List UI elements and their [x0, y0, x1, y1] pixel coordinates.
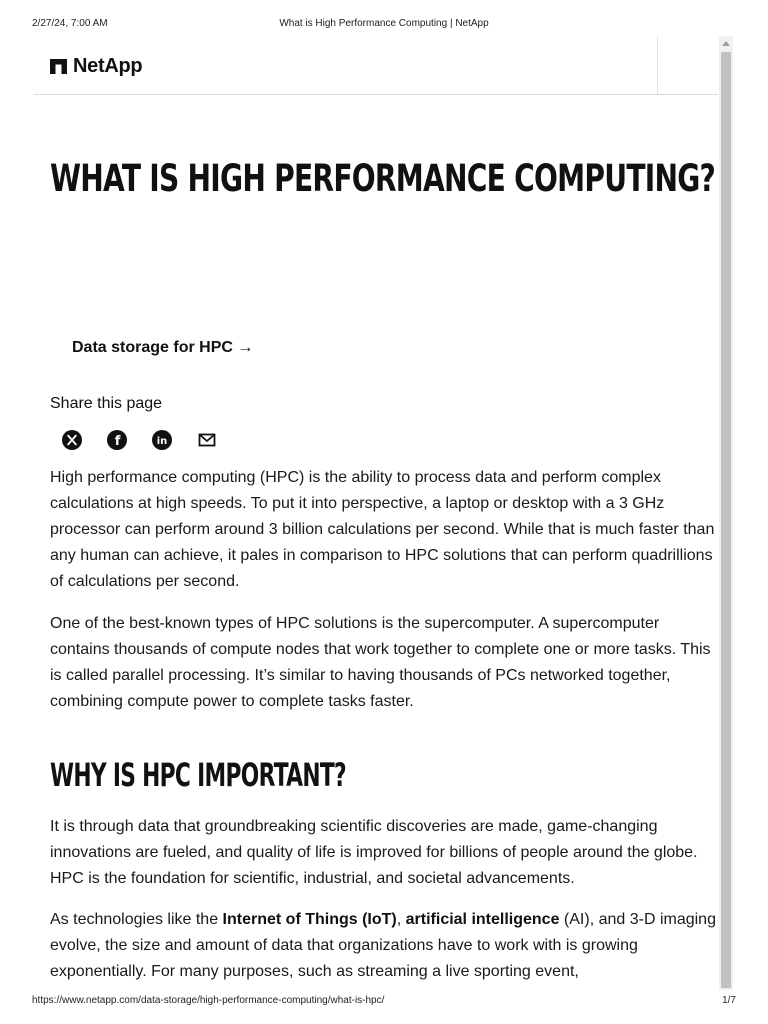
- print-document-title: What is High Performance Computing | NetApp: [279, 18, 489, 29]
- netapp-logo[interactable]: [50, 55, 142, 78]
- scroll-thumb[interactable]: [721, 52, 731, 988]
- x-icon[interactable]: [61, 429, 83, 451]
- email-icon[interactable]: [196, 429, 218, 451]
- iot-link-text[interactable]: Internet of Things (IoT): [222, 911, 397, 928]
- svg-text:f: f: [114, 434, 121, 450]
- technologies-paragraph: [50, 907, 722, 985]
- print-page-number: 1/7: [722, 995, 736, 1006]
- technologies-text-2: ,: [396, 911, 406, 928]
- scroll-up-arrow-icon[interactable]: [719, 36, 733, 50]
- share-label: Share this page: [50, 395, 163, 412]
- svg-text:in: in: [156, 436, 168, 447]
- site-header: [34, 36, 718, 95]
- importance-paragraph: It is through data that groundbreaking scientific discoveries are made, game-changing innovations are fueled, and quality of life is improved for billions of people around the globe. HPC is the foundation for scientific, industrial, and societal advancements.: [50, 818, 698, 887]
- netapp-logo-icon: [50, 59, 67, 74]
- technologies-text-1: As technologies like the: [50, 911, 223, 928]
- facebook-icon[interactable]: [106, 429, 128, 451]
- print-date: 2/27/24, 7:00 AM: [32, 18, 108, 29]
- print-url: https://www.netapp.com/data-storage/high-performance-computing/what-is-hpc/: [32, 995, 385, 1006]
- data-storage-hpc-link[interactable]: Data storage for HPC →: [72, 339, 254, 356]
- supercomputer-paragraph: One of the best-known types of HPC solutions is the supercomputer. A supercomputer contains thousands of compute nodes that work together to complete one or more tasks. This is called parallel processing. It’s similar to having thousands of PCs networked together, combining compute power to complete tasks faster.: [50, 615, 711, 710]
- page-title: WHAT IS HIGH PERFORMANCE COMPUTING?: [50, 157, 716, 200]
- logo-text: NetApp: [73, 55, 143, 77]
- header-divider: [657, 36, 658, 94]
- share-icons: [61, 429, 241, 451]
- intro-paragraph: High performance computing (HPC) is the ability to process data and perform complex calculations at high speeds. To put it into perspective, a laptop or desktop with a 3 GHz processor can perform around 3 billion calculations per second. While that is much faster than any human can achieve, it pales in comparison to HPC solutions that can perform quadrillions of calculations per second.: [50, 469, 715, 590]
- ai-link-text[interactable]: artificial intelligence: [405, 911, 560, 928]
- technologies-text-3: (AI), and 3-D imaging evolve, the size and amount of data that organizations have to work with is growing exponentially. For many purposes, such as streaming a live sporting event,: [50, 911, 716, 980]
- linkedin-icon[interactable]: [151, 429, 173, 451]
- section-title-why-hpc: WHY IS HPC IMPORTANT?: [50, 756, 346, 794]
